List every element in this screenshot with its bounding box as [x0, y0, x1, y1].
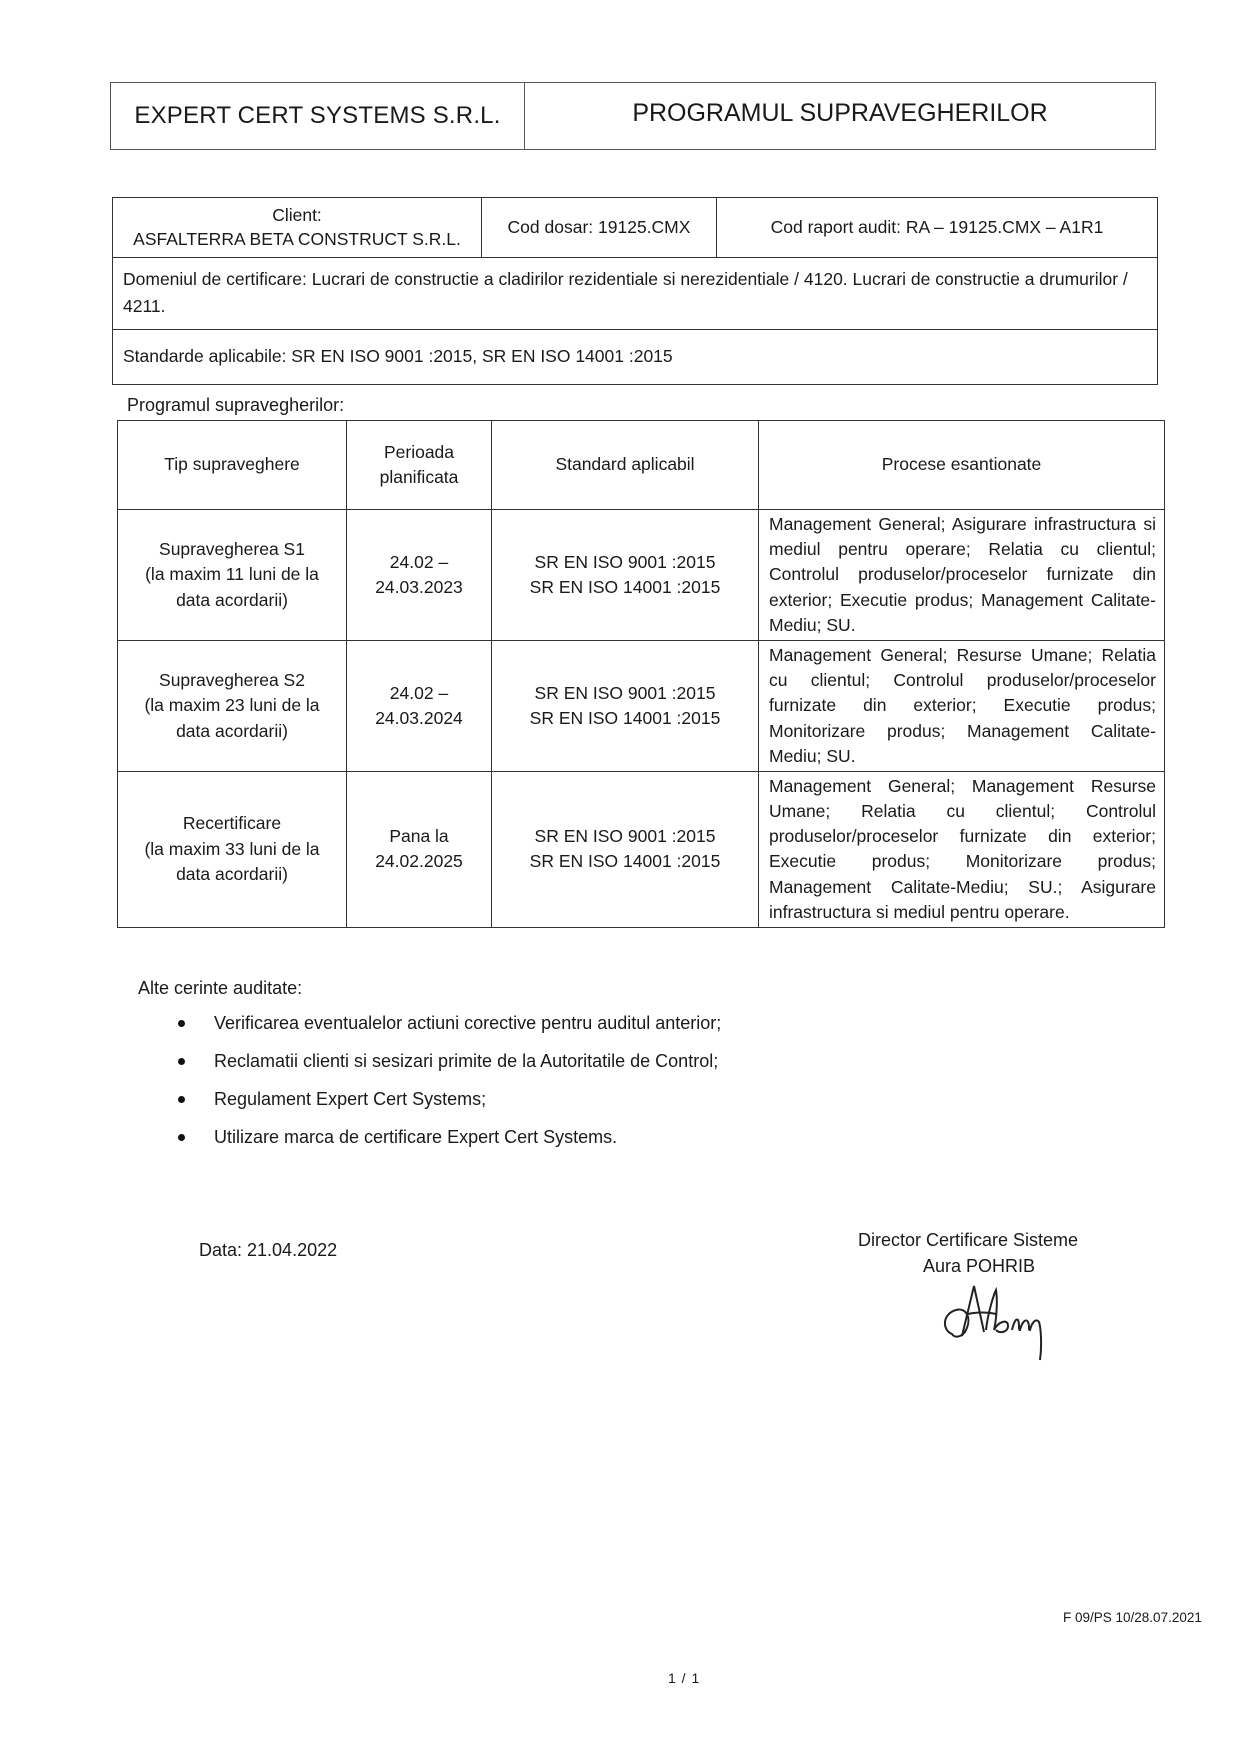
company-name: EXPERT CERT SYSTEMS S.R.L. [111, 83, 525, 149]
standard-line: SR EN ISO 14001 :2015 [529, 851, 721, 872]
perioada-line: 24.02 – [389, 551, 449, 572]
perioada-line: Pana la [389, 826, 449, 847]
perioada-line: 24.02 – [389, 682, 449, 703]
perioada [347, 640, 492, 771]
procese: Management General; Management Resurse Umane; Relatia cu clientul; Controlul produselor/proceselor furnizate din exterior; Executie produs; Monitorizare produs; Management Calitate-Mediu; SU.; Asigurare infrastructura si mediul pentru operare. [759, 771, 1165, 927]
perioada-line: 24.02.2025 [375, 851, 463, 872]
surveillance-program-table [117, 420, 1165, 928]
document-title: PROGRAMUL SUPRAVEGHERILOR [632, 98, 1048, 127]
procese: Management General; Asigurare infrastructura si mediul pentru operare; Relatia cu clientul; Controlul produselor/proceselor furnizate din exterior; Executie produs; Management Calitate-Mediu; SU. [759, 510, 1165, 641]
header-tip: Tip supraveghere [118, 421, 347, 510]
list-item-text: Verificarea eventualelor actiuni corective pentru auditul anterior; [214, 1013, 722, 1033]
tip-supraveghere [118, 771, 347, 927]
tip-line: Supravegherea S1 [159, 538, 305, 559]
bullet-icon [178, 1058, 185, 1065]
tip-line: data acordarii) [176, 864, 288, 885]
client-name: ASFALTERRA BETA CONSTRUCT S.R.L. [133, 228, 461, 249]
standard-line: SR EN ISO 9001 :2015 [534, 682, 716, 703]
director-name: Aura POHRIB [923, 1256, 1036, 1276]
header-perioada [347, 421, 492, 510]
table-row [118, 640, 1165, 771]
client-cell [113, 198, 482, 258]
alte-cerinte-label: Alte cerinte auditate: [138, 978, 303, 998]
program-label: Programul supravegherilor: [127, 395, 345, 415]
table-header-row [118, 421, 1165, 510]
list-item [170, 1042, 721, 1080]
list-item [170, 1118, 721, 1156]
procese: Management General; Resurse Umane; Relatia cu clientul; Controlul produselor/proceselor furnizate din exterior; Executie produs; Monitorizare produs; Management Calitate-Mediu; SU. [759, 640, 1165, 771]
list-item-text: Reclamatii clienti si sesizari primite de la Autoritatile de Control; [214, 1051, 719, 1071]
tip-line: (la maxim 33 luni de la [144, 838, 320, 859]
cod-dosar: Cod dosar: 19125.CMX [482, 198, 717, 258]
domeniu-certificare: Domeniul de certificare: Lucrari de constructie a cladirilor rezidentiale si nerezidentiale / 4120. Lucrari de constructie a drumurilor / 4211. [113, 258, 1158, 329]
table-row [118, 771, 1165, 927]
standard [492, 771, 759, 927]
page-number: 1 / 1 [668, 1670, 701, 1686]
list-item-text: Utilizare marca de certificare Expert Cert Systems. [214, 1127, 618, 1147]
bullet-icon [178, 1020, 185, 1027]
perioada [347, 510, 492, 641]
header-perioada-line2: planificata [379, 467, 459, 487]
tip-line: (la maxim 11 luni de la [145, 564, 319, 585]
standard-line: SR EN ISO 9001 :2015 [534, 826, 716, 847]
tip-line: (la maxim 23 luni de la [144, 695, 320, 716]
tip-line: data acordarii) [176, 720, 288, 741]
client-label: Client: [272, 205, 322, 225]
document-header [110, 82, 1156, 150]
list-item [170, 1004, 721, 1042]
perioada-line: 24.03.2024 [375, 707, 463, 728]
list-item-text: Regulament Expert Cert Systems; [214, 1089, 487, 1109]
bullet-icon [178, 1134, 185, 1141]
perioada-line: 24.03.2023 [375, 576, 463, 597]
header-perioada-line1: Perioada [383, 441, 455, 462]
standard [492, 640, 759, 771]
client-info-table [112, 197, 1158, 385]
bullet-icon [178, 1096, 185, 1103]
standard [492, 510, 759, 641]
standard-line: SR EN ISO 14001 :2015 [529, 576, 721, 597]
cod-raport-audit: Cod raport audit: RA – 19125.CMX – A1R1 [717, 198, 1158, 258]
director-title: Director Certificare Sisteme [858, 1230, 1079, 1250]
standard-line: SR EN ISO 14001 :2015 [529, 707, 721, 728]
tip-supraveghere [118, 510, 347, 641]
list-item [170, 1080, 721, 1118]
tip-line: Supravegherea S2 [159, 669, 305, 690]
standarde-aplicabile: Standarde aplicabile: SR EN ISO 9001 :2015, SR EN ISO 14001 :2015 [113, 329, 1158, 384]
header-procese: Procese esantionate [759, 421, 1165, 510]
standard-line: SR EN ISO 9001 :2015 [534, 551, 716, 572]
handwritten-signature [936, 1272, 1056, 1362]
tip-line: data acordarii) [176, 589, 288, 610]
tip-supraveghere [118, 640, 347, 771]
perioada [347, 771, 492, 927]
tip-line: Recertificare [182, 813, 282, 834]
alte-cerinte-list [170, 1004, 721, 1156]
header-standard: Standard aplicabil [492, 421, 759, 510]
table-row [118, 510, 1165, 641]
document-date: Data: 21.04.2022 [199, 1240, 338, 1260]
form-code: F 09/PS 10/28.07.2021 [1063, 1610, 1202, 1625]
